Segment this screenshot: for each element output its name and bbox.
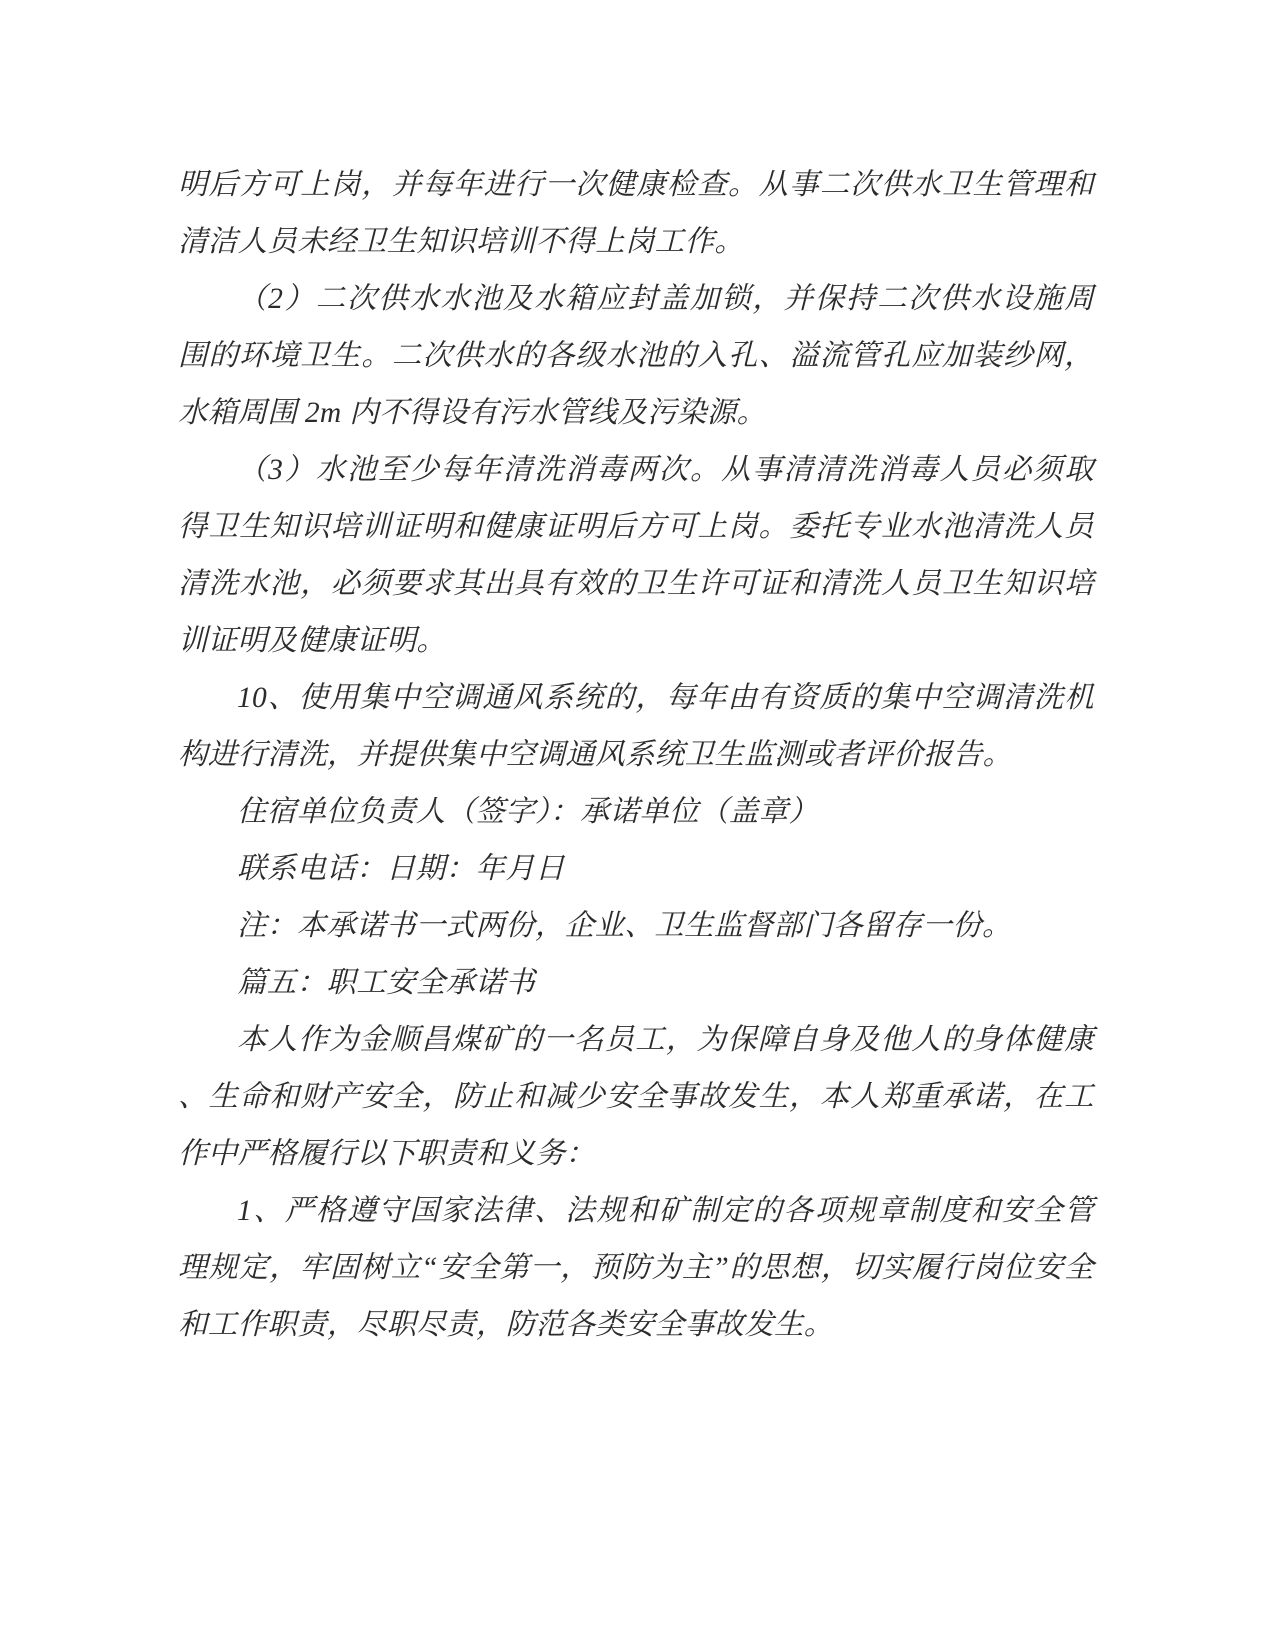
text-line: 构进行清洗，并提供集中空调通风系统卫生监测或者评价报告。 (178, 739, 1013, 771)
text-line: 得卫生知识培训证明和健康证明后方可上岗。委托专业水池清洗人员 (178, 511, 1094, 543)
text-line: 水箱周围 2m 内不得设有污水管线及污染源。 (178, 397, 767, 429)
document-text (178, 157, 1094, 1354)
text-line: 、生命和财产安全，防止和减少安全事故发生，本人郑重承诺，在工 (178, 1081, 1094, 1113)
text-line: 注：本承诺书一式两份，企业、卫生监督部门各留存一份。 (237, 910, 1012, 942)
text-line: 作中严格履行以下职责和义务： (178, 1138, 596, 1170)
text-line: 围的环境卫生。二次供水的各级水池的入孔、溢流管孔应加装纱网， (178, 340, 1094, 372)
text-line: 清洗水池，必须要求其出具有效的卫生许可证和清洗人员卫生知识培 (178, 568, 1094, 600)
text-line: 清洁人员未经卫生知识培训不得上岗工作。 (178, 226, 745, 258)
text-line: 住宿单位负责人（签字）：承诺单位（盖章） (237, 796, 819, 828)
text-line: （2）二次供水水池及水箱应封盖加锁，并保持二次供水设施周 (237, 283, 1094, 315)
text-line: 训证明及健康证明。 (178, 625, 447, 657)
text-line: （3）水池至少每年清洗消毒两次。从事清清洗消毒人员必须取 (237, 454, 1094, 486)
text-line: 10、使用集中空调通风系统的，每年由有资质的集中空调清洗机 (237, 682, 1094, 714)
text-line: 联系电话：日期：年月日 (237, 853, 565, 885)
text-line: 理规定，牢固树立“安全第一，预防为主”的思想，切实履行岗位安全 (178, 1252, 1094, 1284)
text-line: 1、严格遵守国家法律、法规和矿制定的各项规章制度和安全管 (237, 1195, 1094, 1227)
text-line: 本人作为金顺昌煤矿的一名员工，为保障自身及他人的身体健康 (237, 1024, 1094, 1056)
text-line: 篇五：职工安全承诺书 (237, 967, 536, 999)
text-line: 明后方可上岗，并每年进行一次健康检查。从事二次供水卫生管理和 (178, 169, 1094, 201)
text-line: 和工作职责，尽职尽责，防范各类安全事故发生。 (178, 1309, 834, 1341)
